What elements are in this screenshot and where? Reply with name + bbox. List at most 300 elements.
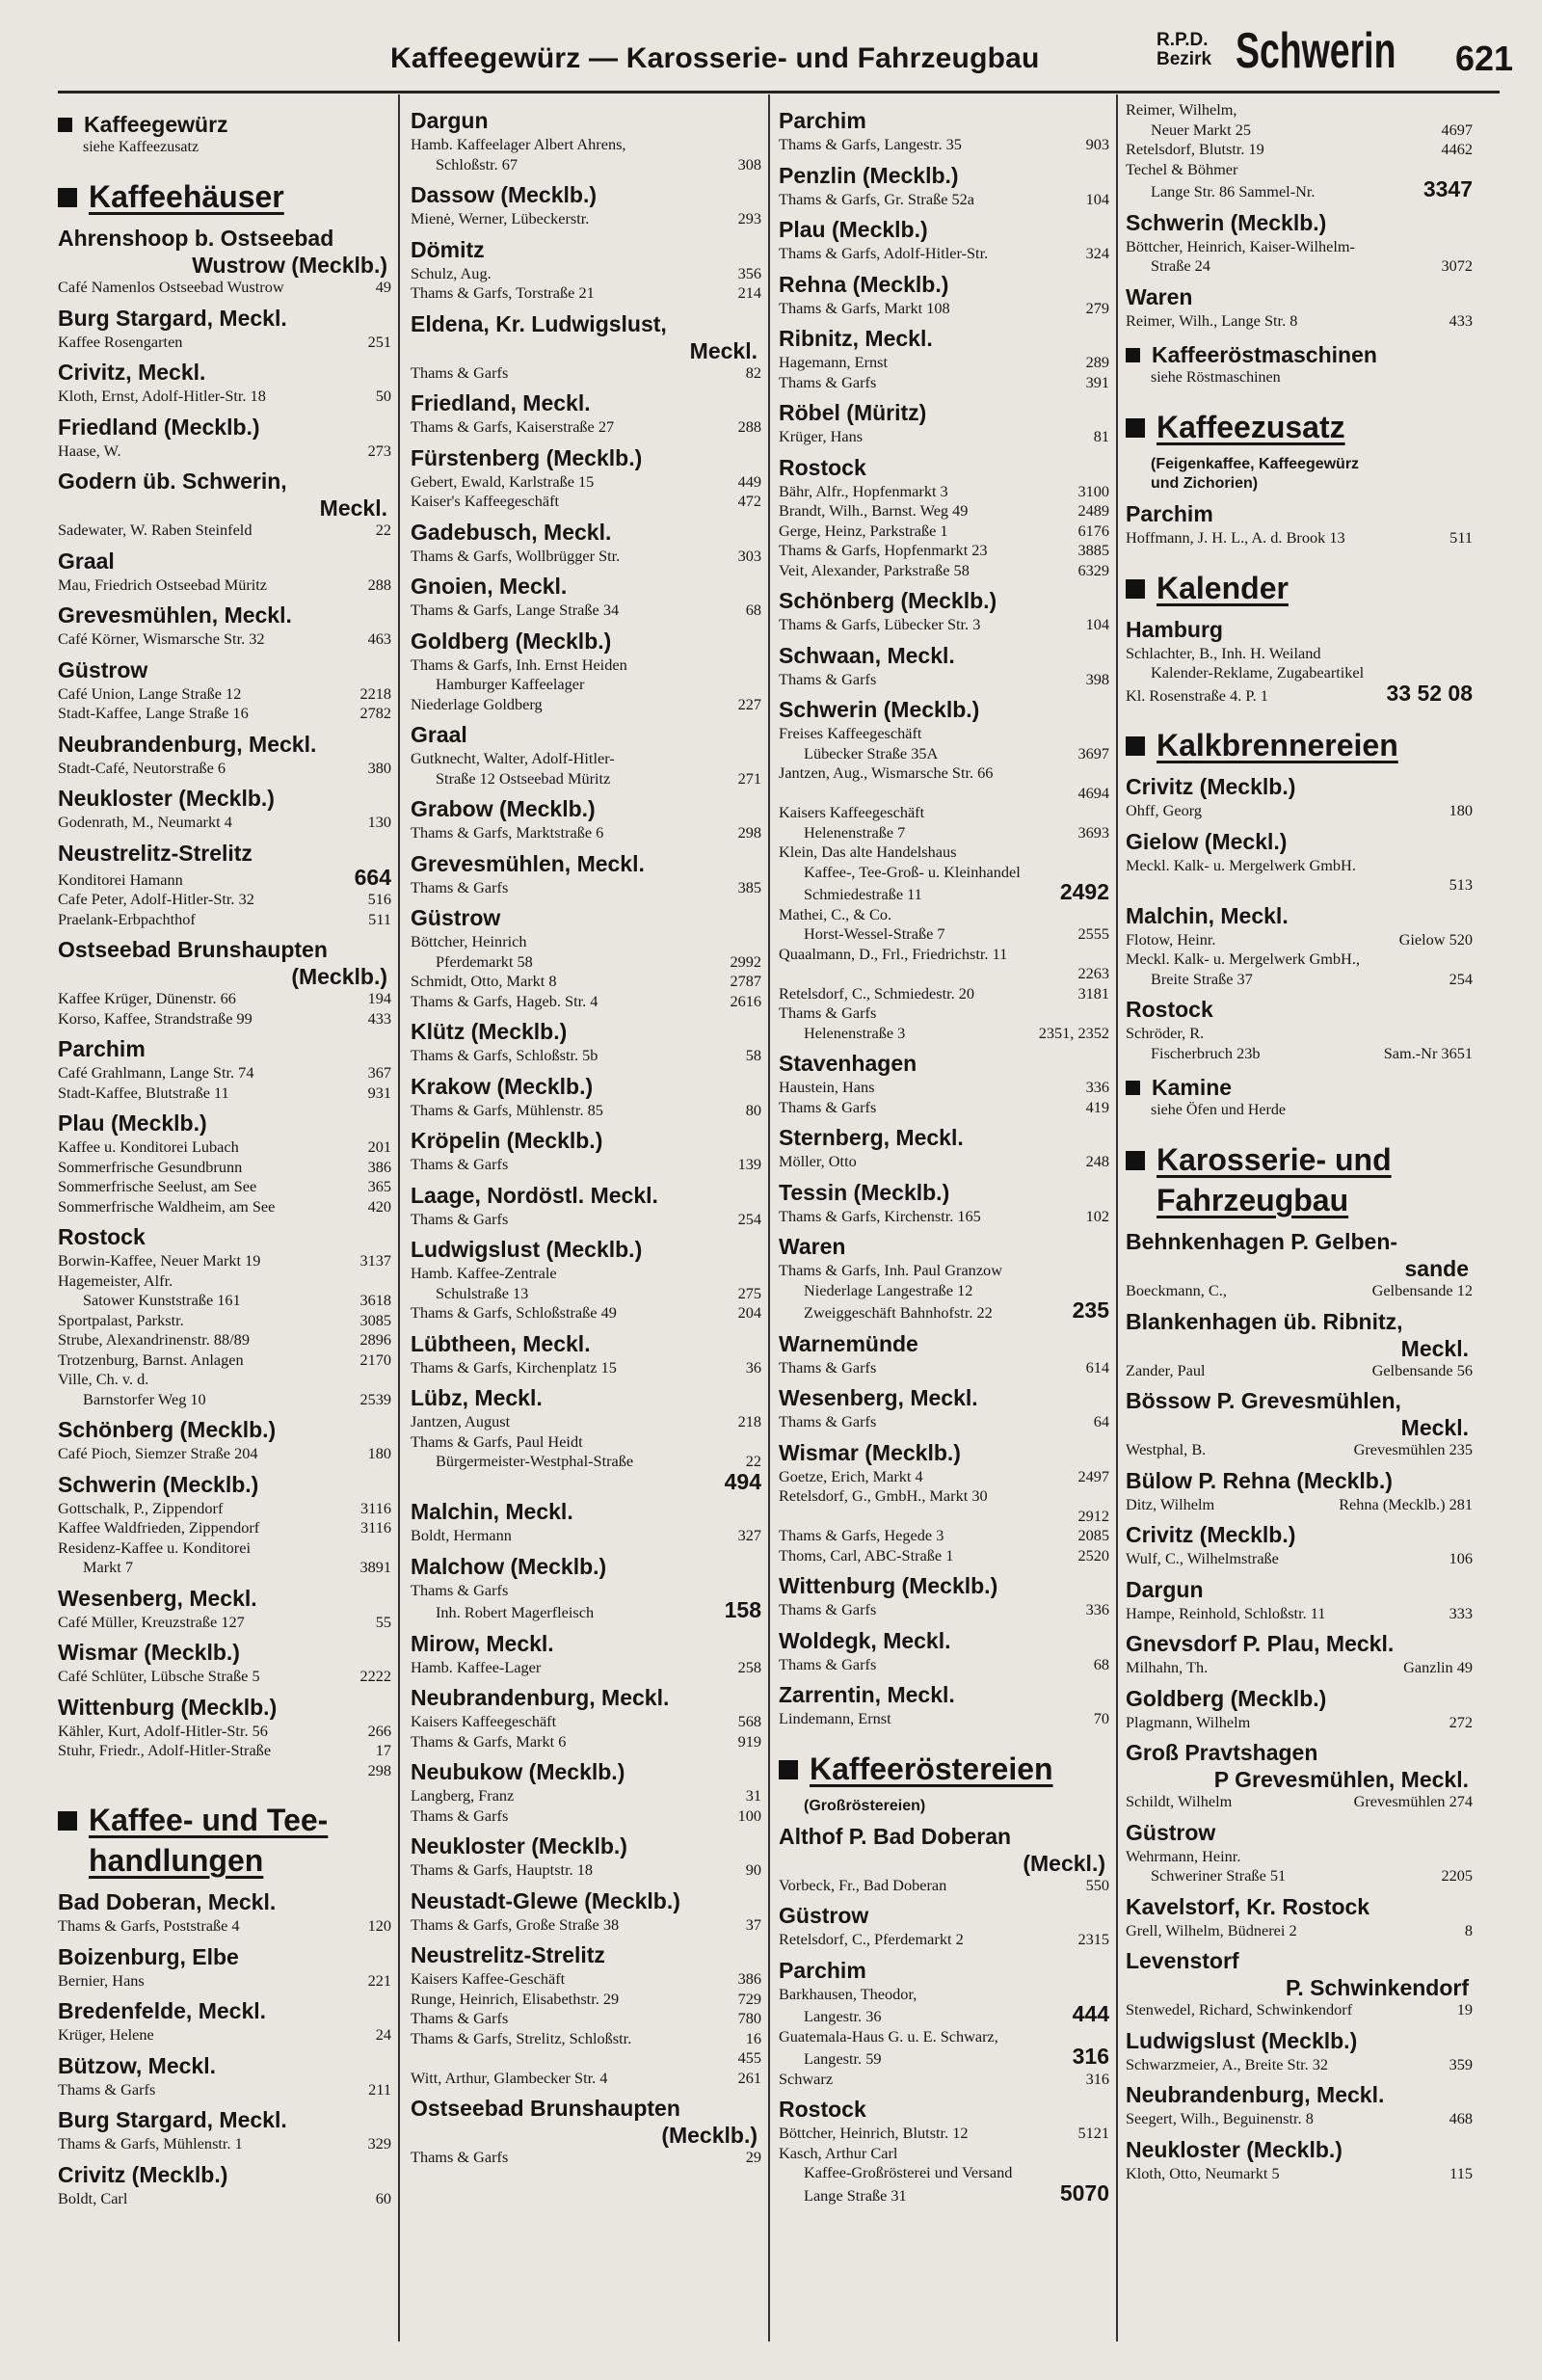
location-heading: Woldegk, Meckl.: [779, 1627, 951, 1653]
phone-number: 4694: [1077, 783, 1109, 802]
listing-name: Vorbeck, Fr., Bad Doberan: [779, 1875, 947, 1894]
location-heading: Dargun: [1126, 1576, 1204, 1602]
listing-name: Stadt-Kaffee, Blutstraße 11: [58, 1083, 229, 1102]
listing-row: [1126, 120, 1473, 141]
phone-number: 298: [367, 1760, 391, 1779]
phone-number: 391: [1085, 372, 1109, 391]
listing-name: Thams & Garfs: [779, 1654, 877, 1673]
phone-number: 303: [737, 546, 761, 565]
listing-name: Möller, Otto: [779, 1152, 857, 1170]
listing-name: Mienė, Werner, Lübeckerstr.: [411, 209, 590, 227]
phone-number: 64: [1093, 1412, 1109, 1431]
listing-row: [411, 2048, 761, 2069]
location-heading: Güstrow: [779, 1903, 869, 1928]
listing-row: [411, 1786, 761, 1806]
listing-name: Thams & Garfs, Schloßstr. 5b: [411, 1046, 598, 1064]
listing-row: [1126, 644, 1473, 664]
listing-row: [779, 1507, 1109, 1527]
listing-name: Kaisers Kaffeegeschäft: [779, 803, 925, 821]
location-heading: Lübtheen, Meckl.: [411, 1330, 591, 1356]
listing-name: Thams & Garfs: [58, 2079, 156, 2099]
listing-name: Gottschalk, P., Zippendorf: [58, 1498, 224, 1517]
location-heading-cont: P Grevesmühlen, Meckl.: [1213, 1767, 1469, 1792]
listing-row: [779, 501, 1109, 521]
category-note: siehe Öfen und Herde: [1151, 1102, 1286, 1118]
location-heading: Penzlin (Mecklb.): [779, 162, 959, 188]
phone-number: 433: [1449, 310, 1473, 330]
location-heading: Burg Stargard, Meckl.: [58, 2107, 287, 2132]
listing-name: Kaffee Rosengarten: [58, 332, 183, 351]
listing-name: Kaffee-, Tee-Groß- u. Kleinhandel: [804, 862, 1021, 881]
phone-number: 359: [1449, 2054, 1473, 2073]
phone-number: 82: [745, 362, 761, 382]
location-heading: Wismar (Mecklb.): [58, 1640, 240, 1665]
category-title: Kaffeeröstereien: [810, 1751, 1053, 1786]
phone-number: 218: [737, 1412, 761, 1431]
listing-name: Lübecker Straße 35A: [804, 743, 939, 762]
listing-row: [779, 353, 1109, 373]
phone-number: 385: [737, 877, 761, 896]
listing-row: [58, 2134, 391, 2154]
listing-name: Hagemeister, Alfr.: [58, 1270, 173, 1290]
category-heading: [1126, 568, 1473, 608]
phone-number: 272: [1449, 1712, 1473, 1731]
listing-name: Reimer, Wilh., Lange Str. 8: [1126, 310, 1298, 330]
listing-row: [58, 1350, 391, 1371]
phone-number: 248: [1085, 1152, 1109, 1170]
phone-number: 780: [737, 2009, 761, 2027]
listing-row: [779, 299, 1109, 319]
phone-number: 2492: [1059, 879, 1109, 904]
listing-name: Thams & Garfs: [411, 1209, 509, 1228]
listing-name: Böttcher, Heinrich, Kaiser-Wilhelm-: [1126, 236, 1355, 255]
listing-row: [411, 417, 761, 438]
listing-name: Thams & Garfs, Markt 108: [779, 298, 950, 317]
listing-name: Hoffmann, J. H. L., A. d. Brook 13: [1126, 528, 1345, 547]
phone-number: 3072: [1441, 256, 1473, 275]
phone-number: 664: [354, 864, 391, 890]
location-heading: Rostock: [1126, 997, 1213, 1022]
listing-row: [779, 744, 1109, 764]
listing-row: [58, 1761, 391, 1781]
location-heading: Wesenberg, Meckl.: [779, 1385, 978, 1410]
location-heading: Wittenburg (Mecklb.): [779, 1573, 998, 1598]
location-heading: Bredenfelde, Meckl.: [58, 1998, 267, 2023]
listing-row: [779, 2070, 1109, 2090]
location-heading: Kröpelin (Mecklb.): [411, 1128, 603, 1153]
square-bullet-icon: [58, 188, 77, 207]
listing-name: Thams & Garfs, Hegede 3: [779, 1526, 944, 1544]
phone-number: 254: [737, 1209, 761, 1228]
listing-name: Neuer Markt 25: [1151, 120, 1251, 139]
location-heading: Bad Doberan, Meckl.: [58, 1889, 277, 1914]
listing-name: Witt, Arthur, Glambecker Str. 4: [411, 2068, 608, 2087]
listing-row: [411, 2029, 761, 2049]
listing-row: [58, 575, 391, 596]
listing-row: [58, 2025, 391, 2046]
phone-number: 258: [737, 1657, 761, 1676]
listing-name: Schmidt, Otto, Markt 8: [411, 972, 557, 990]
listing-name: Haase, W.: [58, 441, 121, 460]
listing-name: Stenwedel, Richard, Schwinkendorf: [1126, 2000, 1353, 2019]
bezirk-label: Bezirk: [1156, 49, 1212, 69]
listing-name: Haustein, Hans: [779, 1078, 875, 1096]
square-bullet-icon: [1126, 1081, 1140, 1095]
location-heading: Neustrelitz-Strelitz: [58, 840, 253, 866]
listing-name: Thams & Garfs: [411, 2148, 509, 2166]
listing-row: [1126, 140, 1473, 160]
location-heading: Tessin (Mecklb.): [779, 1179, 950, 1205]
location-heading: Bössow P. Grevesmühlen,: [1126, 1388, 1401, 1413]
phone-number: 3347: [1422, 176, 1473, 201]
phone-number: 158: [724, 1597, 761, 1622]
phone-number: 2205: [1441, 1866, 1473, 1885]
listing-row: [411, 1210, 761, 1230]
listing-name: Thams & Garfs: [779, 1097, 877, 1116]
phone-number: 3697: [1077, 743, 1109, 762]
location-heading: Gadebusch, Meckl.: [411, 519, 612, 545]
listing-row: [1126, 801, 1473, 821]
listing-name: Satower Kunststraße 161: [83, 1291, 241, 1309]
listing-name: Thams & Garfs, Inh. Ernst Heiden: [411, 655, 627, 674]
location-heading: Burg Stargard, Meckl.: [58, 305, 287, 331]
location-heading: Stavenhagen: [779, 1051, 917, 1076]
location-heading: Blankenhagen üb. Ribnitz,: [1126, 1308, 1403, 1334]
phone-number: 356: [737, 263, 761, 282]
listing-name: Retelsdorf, G., GmbH., Markt 30: [779, 1486, 988, 1505]
listing-name: Hamb. Kaffee-Zentrale: [411, 1264, 557, 1282]
listing-name: Helenenstraße 7: [804, 822, 906, 842]
listing-row: [58, 1291, 391, 1311]
listing-name: Hampe, Reinhold, Schloßstr. 11: [1126, 1603, 1326, 1622]
listing-name: Milhahn, Th.: [1126, 1658, 1209, 1676]
listing-name: Thoms, Carl, ABC-Straße 1: [779, 1545, 954, 1564]
location-heading: Ludwigslust (Mecklb.): [411, 1237, 643, 1262]
listing-row: [58, 2189, 391, 2209]
listing-row: [411, 155, 761, 175]
listing-row: [1126, 930, 1473, 950]
phone-number: 288: [737, 417, 761, 436]
location-heading: Warnemünde: [779, 1330, 918, 1356]
phone-number: 2782: [359, 704, 391, 722]
listing-row: [1126, 1866, 1473, 1886]
listing-row: [779, 984, 1109, 1004]
location-heading: Grabow (Mecklb.): [411, 796, 596, 821]
phone-number: 36: [745, 1357, 761, 1377]
phone-number: 3137: [359, 1251, 391, 1270]
phone-number: 511: [368, 909, 391, 928]
listing-name: Thams & Garfs, Gr. Straße 52a: [779, 189, 975, 208]
phone-number: 266: [367, 1721, 391, 1740]
listing-name: Retelsdorf, C., Schmiedestr. 20: [779, 983, 975, 1003]
phone-number: 80: [745, 1100, 761, 1119]
location-heading: Godern üb. Schwerin,: [58, 468, 287, 494]
listing-name: Strube, Alexandrinenstr. 88/89: [58, 1330, 250, 1349]
listing-name: Boldt, Carl: [58, 2188, 128, 2207]
location-heading: Friedland, Meckl.: [411, 390, 591, 415]
listing-name: Straße 12 Ostseebad Müritz: [436, 768, 611, 788]
location-heading: Krakow (Mecklb.): [411, 1073, 594, 1099]
listing-row: [779, 615, 1109, 635]
listing-row: [779, 541, 1109, 561]
listing-row: [411, 601, 761, 621]
listing-name: Kloth, Ernst, Adolf-Hitler-Str. 18: [58, 387, 266, 405]
listing-row: [1126, 2109, 1473, 2129]
phone-number: 5070: [1059, 2179, 1109, 2206]
listing-row: [779, 1930, 1109, 1950]
phone-number: 2218: [359, 683, 391, 703]
directory-column-4: [1126, 100, 1473, 2346]
phone-number: 494: [724, 1468, 761, 1494]
phone-number: 316: [1085, 2069, 1109, 2088]
listing-name: Schloßstr. 67: [436, 154, 518, 174]
category-heading: [779, 1749, 1109, 1789]
phone-number: 449: [737, 471, 761, 491]
phone-number: 106: [1449, 1549, 1473, 1567]
listing-row: [58, 521, 391, 541]
location-heading: Crivitz (Mecklb.): [1126, 774, 1296, 799]
listing-name: Thams & Garfs: [779, 1003, 877, 1022]
listing-name: Pferdemarkt 58: [436, 951, 533, 971]
listing-row: [58, 1177, 391, 1197]
phone-number: 50: [375, 387, 391, 405]
phone-number: 919: [737, 1731, 761, 1751]
phone-number: 201: [367, 1137, 391, 1156]
listing-row: [779, 190, 1109, 210]
listing-name: Retelsdorf, Blutstr. 19: [1126, 140, 1264, 158]
category-title: Kaffeezusatz: [1156, 410, 1345, 444]
phone-number: 254: [1449, 969, 1473, 988]
listing-name: Thams & Garfs: [779, 1412, 877, 1431]
phone-number: 6176: [1077, 521, 1109, 540]
phone-number: 22: [745, 1452, 761, 1470]
phone-number: 2912: [1077, 1506, 1109, 1525]
listing-row: [779, 427, 1109, 447]
listing-name: Bürgermeister-Westphal-Straße: [436, 1452, 634, 1470]
phone-number: 17: [375, 1741, 391, 1759]
listing-name: Kl. Rosenstraße 4. P. 1: [1126, 685, 1268, 705]
phone-number: 2351, 2352: [1038, 1023, 1109, 1042]
phone-number: 398: [1085, 669, 1109, 688]
listing-name: Borwin-Kaffee, Neuer Markt 19: [58, 1251, 261, 1270]
page-number: 621: [1455, 39, 1514, 78]
phone-number: 6329: [1077, 560, 1109, 579]
listing-row: [779, 879, 1109, 905]
listing-name: Techel & Böhmer: [1126, 159, 1238, 178]
listing-name: Bernier, Hans: [58, 1970, 145, 1990]
listing-row: [58, 684, 391, 705]
phone-number: 2539: [359, 1389, 391, 1408]
listing-name: Hamburger Kaffeelager: [436, 675, 585, 693]
phone-number: 29: [745, 2148, 761, 2166]
listing-row: [58, 1083, 391, 1104]
category-heading: [58, 1800, 391, 1840]
phone-number: 327: [737, 1526, 761, 1544]
location-heading: Neukloster (Mecklb.): [58, 786, 275, 811]
listing-name: Barkhausen, Theodor,: [779, 1984, 917, 2003]
listing-row: [411, 1264, 761, 1284]
phone-number: 2616: [730, 991, 761, 1010]
phone-number: 90: [745, 1860, 761, 1879]
phone-number: 444: [1072, 2001, 1109, 2026]
phone-number: Ganzlin 49: [1403, 1658, 1473, 1676]
category-title: Kaffee- und Tee-: [89, 1803, 329, 1837]
listing-name: Thams & Garfs: [411, 1805, 509, 1825]
location-heading: Goldberg (Mecklb.): [411, 628, 612, 654]
location-heading: Güstrow: [1126, 1819, 1216, 1845]
phone-number: 2085: [1077, 1526, 1109, 1544]
listing-row: [411, 283, 761, 304]
listing-name: Thams & Garfs, Markt 6: [411, 1731, 567, 1751]
phone-number: 31: [745, 1786, 761, 1805]
listing-row: [58, 278, 391, 298]
listing-row: [411, 749, 761, 769]
listing-row: [58, 441, 391, 462]
location-heading: Plau (Mecklb.): [779, 217, 928, 242]
phone-number: 289: [1085, 353, 1109, 371]
category-note: (Feigenkaffee, Kaffeegewürz: [1151, 456, 1360, 472]
listing-row: [58, 387, 391, 407]
category-title: Kaffeegewürz: [84, 112, 228, 137]
listing-row: [58, 333, 391, 353]
district-label: [1156, 31, 1211, 69]
location-heading-cont: Meckl.: [689, 337, 758, 363]
phone-number: Gielow 520: [1398, 929, 1473, 949]
listing-row: [1126, 1921, 1473, 1941]
listing-row: [411, 675, 761, 695]
listing-name: Schmiedestraße 11: [804, 885, 922, 903]
listing-row: [1126, 100, 1473, 120]
listing-row: [779, 2144, 1109, 2164]
listing-name: Zander, Paul: [1126, 1360, 1206, 1379]
listing-name: Sadewater, W. Raben Steinfeld: [58, 521, 253, 539]
listing-row: [779, 1600, 1109, 1620]
listing-row: [411, 209, 761, 229]
location-heading: Goldberg (Mecklb.): [1126, 1685, 1327, 1711]
listing-row: [411, 135, 761, 155]
listing-row: [58, 1137, 391, 1158]
listing-row: [58, 2080, 391, 2100]
listing-name: Jantzen, August: [411, 1412, 511, 1431]
phone-number: 2520: [1077, 1545, 1109, 1564]
listing-row: [411, 1358, 761, 1378]
listing-row: [58, 1311, 391, 1331]
phone-number: 180: [367, 1444, 391, 1462]
listing-row: [411, 992, 761, 1012]
phone-number: 120: [367, 1916, 391, 1935]
location-heading: Laage, Nordöstl. Meckl.: [411, 1182, 658, 1208]
directory-column-2: [411, 100, 761, 2346]
phone-number: 463: [367, 629, 391, 648]
location-heading-cont: (Mecklb.): [291, 964, 387, 989]
location-heading: Röbel (Müritz): [779, 400, 927, 425]
listing-name: Quaalmann, D., Frl., Friedrichstr. 11: [779, 944, 1008, 963]
listing-name: Kaffee u. Konditorei Lubach: [58, 1137, 239, 1156]
phone-number: 333: [1449, 1603, 1473, 1622]
listing-row: [411, 1597, 761, 1623]
category-heading: [58, 1840, 391, 1881]
location-heading: Graal: [58, 548, 115, 574]
listing-row: [411, 655, 761, 676]
category-title: Kaffeehäuser: [89, 179, 284, 214]
listing-row: [58, 1538, 391, 1559]
listing-row: [1126, 970, 1473, 990]
listing-name: Thams & Garfs, Mühlenstr. 1: [58, 2134, 243, 2153]
listing-name: Thams & Garfs: [779, 1357, 877, 1377]
page-title: Kaffeegewürz — Karosserie- und Fahrzeugbau: [390, 42, 1040, 74]
location-heading: Neustadt-Glewe (Mecklb.): [411, 1887, 680, 1913]
phone-number: 204: [737, 1303, 761, 1322]
location-heading: Parchim: [58, 1036, 146, 1061]
listing-name: Thams & Garfs, Adolf-Hitler-Str.: [779, 244, 989, 262]
phone-number: 367: [367, 1063, 391, 1082]
listing-name: Godenrath, M., Neumarkt 4: [58, 813, 232, 831]
listing-name: Café Union, Lange Straße 12: [58, 683, 242, 703]
listing-name: Böttcher, Heinrich: [411, 932, 527, 950]
listing-name: Korso, Kaffee, Strandstraße 99: [58, 1008, 253, 1028]
listing-row: [411, 769, 761, 789]
location-heading-cont: Meckl.: [1400, 1335, 1469, 1361]
phone-number: 60: [375, 2188, 391, 2207]
location-heading: Hamburg: [1126, 616, 1223, 642]
listing-name: Fischerbruch 23b: [1151, 1043, 1261, 1062]
listing-name: Cafe Peter, Adolf-Hitler-Str. 32: [58, 890, 254, 908]
listing-row: [1126, 1440, 1473, 1460]
listing-name: Ville, Ch. v. d.: [58, 1370, 149, 1388]
listing-name: Retelsdorf, C., Pferdemarkt 2: [779, 1930, 964, 1948]
listing-name: Café Grahlmann, Lange Str. 74: [58, 1063, 254, 1082]
phone-number: 386: [367, 1157, 391, 1176]
location-heading-cont: Wustrow (Mecklb.): [192, 253, 387, 278]
listing-row: [411, 1915, 761, 1936]
listing-row: [411, 1658, 761, 1678]
location-heading: Grevesmühlen, Meckl.: [411, 850, 645, 876]
listing-name: Westphal, B.: [1126, 1440, 1207, 1458]
phone-number: 211: [368, 2079, 391, 2099]
phone-number: 420: [367, 1196, 391, 1216]
listing-name: Thams & Garfs, Große Straße 38: [411, 1914, 620, 1934]
listing-name: Thams & Garfs, Langestr. 35: [779, 135, 962, 153]
phone-number: 70: [1093, 1709, 1109, 1727]
listing-row: [779, 1207, 1109, 1227]
phone-number: 3693: [1077, 822, 1109, 842]
phone-number: Sam.-Nr 3651: [1383, 1043, 1473, 1062]
phone-number: 115: [1449, 2163, 1473, 2182]
page-header: [58, 17, 1514, 94]
listing-name: Bähr, Alfr., Hopfenmarkt 3: [779, 481, 948, 500]
phone-number: 4697: [1441, 120, 1473, 139]
square-bullet-icon: [58, 1811, 77, 1831]
phone-number: 3116: [360, 1518, 391, 1537]
listing-row: [779, 803, 1109, 823]
phone-number: 3100: [1077, 481, 1109, 500]
listing-name: Krüger, Hans: [779, 427, 864, 445]
listing-name: Café Körner, Wismarsche Str. 32: [58, 629, 265, 648]
listing-row: [779, 842, 1109, 863]
phone-number: 288: [367, 575, 391, 594]
listing-name: Thams & Garfs, Torstraße 21: [411, 283, 595, 302]
category-title: Fahrzeugbau: [1156, 1183, 1349, 1217]
listing-name: Kaffee Krüger, Dünenstr. 66: [58, 989, 236, 1007]
listing-name: Hamb. Kaffee-Lager: [411, 1657, 542, 1676]
location-heading: Schwerin (Mecklb.): [779, 697, 980, 722]
listing-row: [411, 1806, 761, 1827]
category-title: handlungen: [89, 1843, 264, 1878]
listing-name: Thams & Garfs, Marktstraße 6: [411, 823, 604, 842]
listing-row: [1126, 237, 1473, 257]
listing-name: Veit, Alexander, Parkstraße 58: [779, 560, 970, 579]
listing-row: [779, 2001, 1109, 2027]
